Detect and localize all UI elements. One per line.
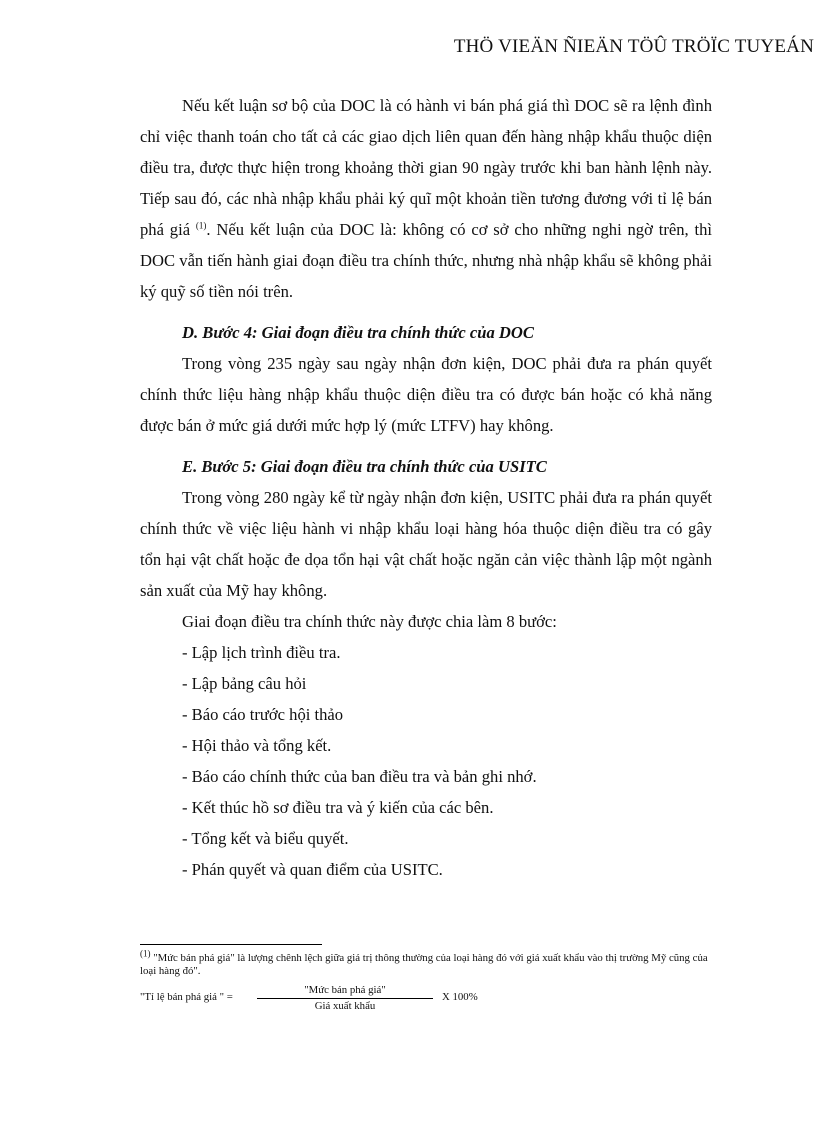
- paragraph-step-4: Trong vòng 235 ngày sau ngày nhận đơn kiện, DOC phải đưa ra phán quyết chính thức liệu hàng nhập khẩu thuộc diện điều tra có được bán hoặc có khả năng được bán ở mức giá dưới mức hợp lý (mức LTFV) hay không.: [140, 354, 712, 435]
- list-item: - Báo cáo chính thức của ban điều tra và bản ghi nhớ.: [182, 767, 537, 786]
- heading-step-5: E. Bước 5: Giai đoạn điều tra chính thức của USITC: [182, 457, 547, 476]
- footnote-divider: [140, 944, 322, 945]
- list-item: - Lập bảng câu hỏi: [182, 674, 307, 693]
- list-item: - Phán quyết và quan điểm của USITC.: [182, 860, 443, 879]
- heading-step-4: D. Bước 4: Giai đoạn điều tra chính thức của DOC: [182, 323, 534, 342]
- list-item: - Lập lịch trình điều tra.: [182, 643, 341, 662]
- formula-fraction: [257, 984, 433, 1013]
- paragraph-steps-intro: Giai đoạn điều tra chính thức này được chia làm 8 bước:: [182, 612, 557, 631]
- paragraph-text: Nếu kết luận sơ bộ của DOC là có hành vi bán phá giá thì DOC sẽ ra lệnh đình chỉ việc thanh toán cho tất cả các giao dịch liên quan đến hàng nhập khẩu thuộc diện điều tra, được thực hiện trong khoảng thời gian 90 ngày trước khi ban hành lệnh này. Tiếp sau đó, các nhà nhập khẩu phải ký quĩ một khoản tiền tương đương với tỉ lệ bán phá giá: [140, 96, 712, 239]
- footnote-marker: (1): [140, 948, 151, 959]
- paragraph-step-5: Trong vòng 280 ngày kể từ ngày nhận đơn kiện, USITC phải đưa ra phán quyết chính thức về việc liệu hành vi nhập khẩu loại hàng hóa thuộc diện điều tra có gây tổn hại vật chất hoặc đe dọa tổn hại vật chất hoặc ngăn cản việc thành lập một ngành sản xuất của Mỹ hay không.: [140, 488, 712, 600]
- list-item: - Hội thảo và tổng kết.: [182, 736, 332, 755]
- paragraph-preliminary-result: [140, 90, 712, 307]
- steps-list: [140, 637, 712, 885]
- footnote-reference[interactable]: (1): [195, 220, 207, 231]
- formula-fraction-bar: [257, 998, 433, 999]
- formula-denominator: Giá xuất khẩu: [314, 1000, 376, 1012]
- document-body: [140, 90, 712, 885]
- list-item: - Kết thúc hồ sơ điều tra và ý kiến của các bên.: [182, 798, 494, 817]
- list-item: - Báo cáo trước hội thảo: [182, 705, 344, 724]
- footnote: [140, 948, 720, 978]
- page-header: THÖ VIEÄN ÑIEÄN TÖÛ TRÖÏC TUYEÁN: [453, 36, 814, 57]
- formula-left-side: "Tỉ lệ bán phá giá " =: [140, 991, 233, 1003]
- formula-numerator: "Mức bán phá giá": [304, 984, 386, 996]
- list-item: - Tổng kết và biểu quyết.: [182, 829, 349, 848]
- formula-right-side: X 100%: [442, 991, 478, 1003]
- footnote-text: "Mức bán phá giá" là lượng chênh lệch giữa giá trị thông thường của loại hàng đó với giá xuất khẩu vào thị trường Mỹ cũng của loại hàng đó".: [140, 952, 708, 977]
- paragraph-text-continued: . Nếu kết luận của DOC là: không có cơ sở cho những nghi ngờ trên, thì DOC vẫn tiến hành giai đoạn điều tra chính thức, nhưng nhà nhập khẩu sẽ không phải ký quỹ số tiền nói trên.: [140, 220, 713, 301]
